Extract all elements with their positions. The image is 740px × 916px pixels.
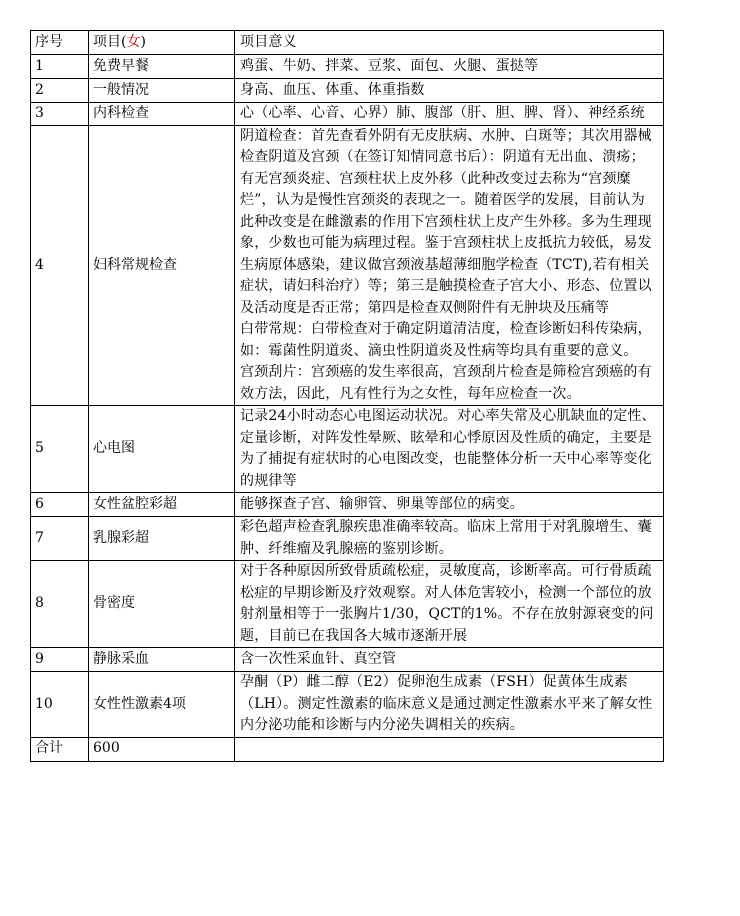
header-meaning: 项目意义 [235,31,664,55]
row-no: 10 [31,672,89,738]
row-item: 乳腺彩超 [89,517,235,561]
row-meaning: 鸡蛋、牛奶、拌菜、豆浆、面包、火腿、蛋挞等 [235,55,664,79]
header-item [89,31,235,55]
row-no: 6 [31,493,89,517]
total-label: 合计 [31,737,89,761]
header-item-prefix: 项目( [93,33,127,50]
row-meaning: 心（心率、心音、心界）肺、腹部（肝、胆、脾、肾）、神经系统 [235,103,664,126]
table-header-row [31,31,664,55]
table-row [31,672,664,738]
row-no: 2 [31,79,89,103]
row-item: 一般情况 [89,79,235,103]
checkup-items-table [30,30,664,762]
row-item: 心电图 [89,406,235,493]
row-no: 3 [31,103,89,126]
header-item-suffix: ) [140,33,146,50]
header-item-highlight: 女 [126,33,141,50]
table-row [31,561,664,648]
cervical-smear-paragraph: 宫颈刮片：宫颈癌的发生率很高，宫颈刮片检查是筛检宫颈癌的有效方法，因此，凡有性行为之女性，每年应检查一次。 [240,364,652,402]
row-item: 骨密度 [89,561,235,648]
table-row [31,517,664,561]
row-meaning: 含一次性采血针、真空管 [235,648,664,672]
total-empty-cell [235,737,664,761]
table-row [31,79,664,103]
table-row [31,493,664,517]
row-item: 内科检查 [89,103,235,126]
table-row [31,55,664,79]
table-row [31,648,664,672]
row-no: 1 [31,55,89,79]
row-meaning [235,125,664,406]
table-row [31,103,664,126]
table-row [31,125,664,406]
row-item: 妇科常规检查 [89,125,235,406]
row-meaning: 对于各种原因所致骨质疏松症，灵敏度高，诊断率高。可行骨质疏松症的早期诊断及疗效观察。对人体危害较小，检测一个部位的放射剂量相等于一张胸片1/30，QCT的1%。不存在放射源衰变的问题，目前已在我国各大城市逐渐开展 [235,561,664,648]
row-meaning: 彩色超声检查乳腺疾患准确率较高。临床上常用于对乳腺增生、囊肿、纤维瘤及乳腺癌的鉴别诊断。 [235,517,664,561]
row-item: 女性性激素4项 [89,672,235,738]
row-item: 免费早餐 [89,55,235,79]
total-value: 600 [89,737,235,761]
header-no: 序号 [31,31,89,55]
row-meaning: 身高、血压、体重、体重指数 [235,79,664,103]
row-meaning: 记录24小时动态心电图运动状况。对心率失常及心肌缺血的定性、定量诊断，对阵发性晕厥、眩晕和心悸原因及性质的确定，主要是为了捕捉有症状时的心电图改变，也能整体分析一天中心率等变化的规律等 [235,406,664,493]
table-total-row [31,737,664,761]
vaginal-exam-paragraph: 阴道检查：首先查看外阴有无皮肤病、水肿、白斑等；其次用器械检查阴道及宫颈（在签订知情同意书后）：阴道有无出血、溃疡；有无宫颈炎症、宫颈柱状上皮外移（此种改变过去称为“宫颈糜烂”，认为是慢性宫颈炎的表现之一。随着医学的发展，目前认为此种改变是在雌激素的作用下宫颈柱状上皮产生外移。多为生理现象，少数也可能为病理过程。鉴于宫颈柱状上皮抵抗力较低，易发生病原体感染，建议做宫颈液基超薄细胞学检查（TCT),若有相关症状，请妇科治疗）等；第三是触摸检查子宫大小、形态、位置以及活动度是否正常；第四是检查双侧附件有无肿块及压痛等 [240,127,652,316]
row-no: 5 [31,406,89,493]
row-no: 8 [31,561,89,648]
row-no: 7 [31,517,89,561]
leucorrhea-paragraph: 白带常规：白带检查对于确定阴道清洁度，检查诊断妇科传染病，如：霉菌性阴道炎、滴虫性阴道炎及性病等均具有重要的意义。 [240,321,652,359]
row-item: 静脉采血 [89,648,235,672]
row-meaning: 孕酮（P）雌二醇（E2）促卵泡生成素（FSH）促黄体生成素（LH）。测定性激素的临床意义是通过测定性激素水平来了解女性内分泌功能和诊断与内分泌失调相关的疾病。 [235,672,664,738]
table-row [31,406,664,493]
row-meaning: 能够探查子宫、输卵管、卵巢等部位的病变。 [235,493,664,517]
row-no: 9 [31,648,89,672]
row-item: 女性盆腔彩超 [89,493,235,517]
row-no: 4 [31,125,89,406]
